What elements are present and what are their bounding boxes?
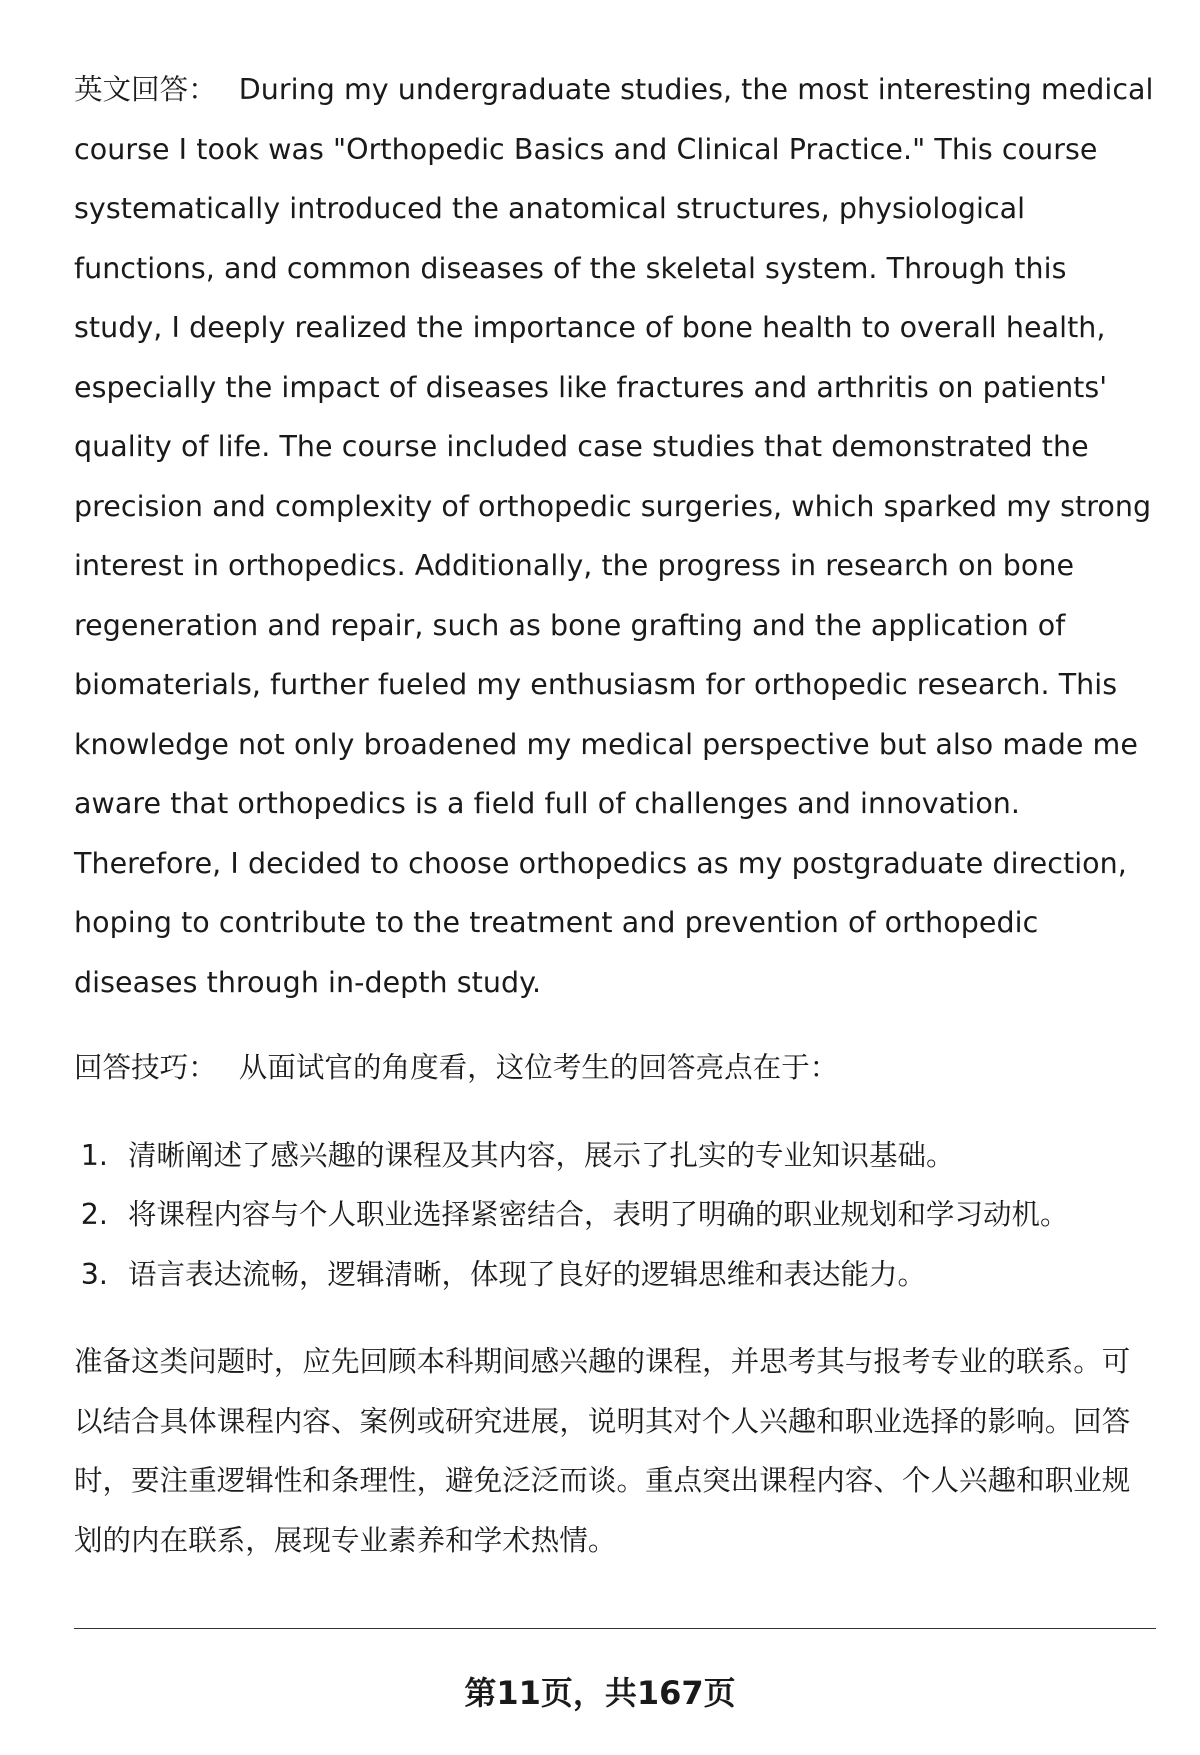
footer-divider <box>74 1628 1156 1629</box>
english-answer-label: 英文回答： <box>74 73 217 106</box>
english-answer-paragraph <box>74 60 1156 1012</box>
list-item <box>74 1245 1156 1305</box>
list-item-number: 2. <box>80 1198 108 1231</box>
list-item <box>74 1185 1156 1245</box>
answer-tips-intro: 从面试官的角度看，这位考生的回答亮点在于： <box>238 1051 839 1084</box>
list-item-number: 3. <box>80 1257 108 1291</box>
page-number: 第11页，共167页 <box>464 1674 736 1712</box>
answer-tips-label: 回答技巧： <box>74 1051 217 1084</box>
list-item-text: 清晰阐述了感兴趣的课程及其内容，展示了扎实的专业知识基础。 <box>128 1138 955 1172</box>
list-item-text: 将课程内容与个人职业选择紧密结合，表明了明确的职业规划和学习动机。 <box>128 1198 1069 1231</box>
preparation-advice-paragraph: 准备这类问题时，应先回顾本科期间感兴趣的课程，并思考其与报考专业的联系。可以结合具体课程内容、案例或研究进展，说明其对个人兴趣和职业选择的影响。回答时，要注重逻辑性和条理性，避免泛泛而谈。重点突出课程内容、个人兴趣和职业规划的内在联系，展现专业素养和学术热情。 <box>74 1345 1131 1557</box>
answer-tips-heading <box>74 1038 1156 1098</box>
list-item-text: 语言表达流畅，逻辑清晰，体现了良好的逻辑思维和表达能力。 <box>128 1257 927 1291</box>
list-item-number: 1. <box>80 1138 108 1172</box>
document-page <box>74 60 1156 1570</box>
list-item <box>74 1126 1156 1186</box>
tips-list <box>74 1126 1156 1305</box>
english-answer-text: During my undergraduate studies, the most interesting medical course I took was "Orthopedic Basics and Clinical Practice." This course systematically introduced the anatomical structures, physiological functions, and common diseases of the skeletal system. Through this study, I deeply realized the importance of bone health to overall health, especially the impact of diseases like fractures and arthritis on patients' quality of life. The course included case studies that demonstrated the precision and complexity of orthopedic surgeries, which sparked my strong interest in orthopedics. Additionally, the progress in research on bone regeneration and repair, such as bone grafting and the application of biomaterials, further fueled my enthusiasm for orthopedic research. This knowledge not only broadened my medical perspective but also made me aware that orthopedics is a field full of challenges and innovation. Therefore, I decided to choose orthopedics as my postgraduate direction, hoping to contribute to the treatment and prevention of orthopedic diseases through in-depth study. <box>74 73 1154 999</box>
